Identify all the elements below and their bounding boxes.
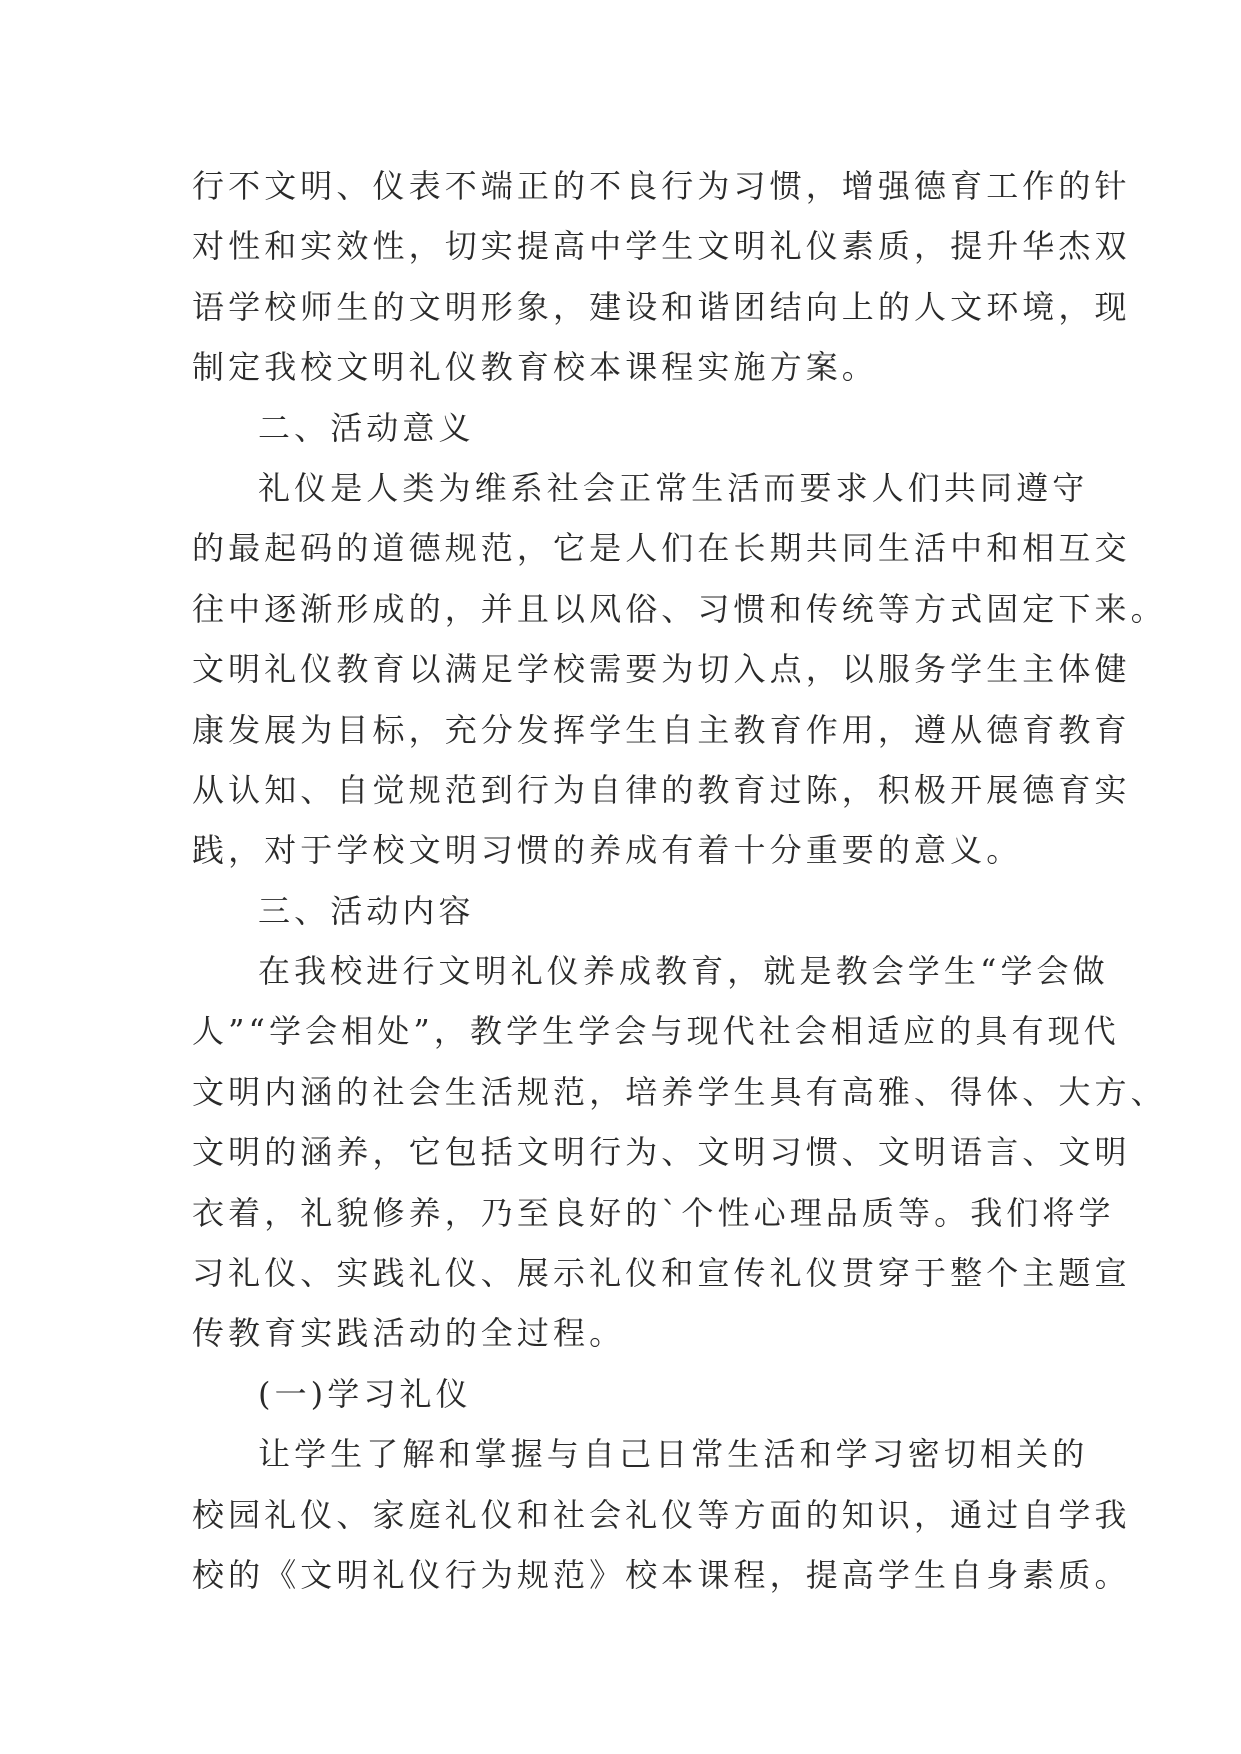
paragraph-line: 语学校师生的文明形象，建设和谐团结向上的人文环境，现 bbox=[192, 287, 1131, 326]
paragraph-line: 从认知、自觉规范到行为自律的教育过陈，积极开展德育实 bbox=[192, 770, 1131, 809]
paragraph-line: 衣着，礼貌修养，乃至良好的`个性心理品质等。我们将学 bbox=[192, 1193, 1115, 1232]
paragraph-line: 传教育实践活动的全过程。 bbox=[192, 1314, 626, 1353]
section-heading: 三、活动内容 bbox=[258, 891, 475, 930]
paragraph-line: 让学生了解和掌握与自己日常生活和学习密切相关的 bbox=[258, 1435, 1089, 1474]
paragraph-line: 校园礼仪、家庭礼仪和社会礼仪等方面的知识，通过自学我 bbox=[192, 1495, 1131, 1534]
section-heading: 二、活动意义 bbox=[258, 408, 475, 447]
paragraph-line: 在我校进行文明礼仪养成教育，就是教会学生“学会做 bbox=[258, 952, 1109, 991]
paragraph-line: 文明礼仪教育以满足学校需要为切入点，以服务学生主体健 bbox=[192, 650, 1131, 689]
paragraph-line: 礼仪是人类为维系社会正常生活而要求人们共同遵守 bbox=[258, 468, 1089, 507]
paragraph-line: 校的《文明礼仪行为规范》校本课程，提高学生自身素质。 bbox=[192, 1555, 1131, 1594]
paragraph-line: 对性和实效性，切实提高中学生文明礼仪素质，提升华杰双 bbox=[192, 227, 1131, 266]
paragraph-line: 往中逐渐形成的，并且以风俗、习惯和传统等方式固定下来。 bbox=[192, 589, 1167, 628]
paragraph-line: 行不文明、仪表不端正的不良行为习惯，增强德育工作的针 bbox=[192, 167, 1131, 205]
paragraph-line: 制定我校文明礼仪教育校本课程实施方案。 bbox=[192, 348, 878, 387]
subsection-heading: (一)学习礼仪 bbox=[258, 1374, 472, 1413]
document-body bbox=[192, 156, 1167, 1605]
paragraph-line: 文明的涵养，它包括文明行为、文明习惯、文明语言、文明 bbox=[192, 1133, 1131, 1172]
paragraph-line: 习礼仪、实践礼仪、展示礼仪和宣传礼仪贯穿于整个主题宣 bbox=[192, 1254, 1131, 1293]
paragraph-line: 人”“学会相处”，教学生学会与现代社会相适应的具有现代 bbox=[192, 1012, 1120, 1051]
paragraph-line: 文明内涵的社会生活规范，培养学生具有高雅、得体、大方、 bbox=[192, 1072, 1167, 1111]
paragraph-line: 康发展为目标，充分发挥学生自主教育作用，遵从德育教育 bbox=[192, 710, 1131, 749]
paragraph-line: 践，对于学校文明习惯的养成有着十分重要的意义。 bbox=[192, 831, 1023, 870]
paragraph-line: 的最起码的道德规范，它是人们在长期共同生活中和相互交 bbox=[192, 529, 1131, 568]
